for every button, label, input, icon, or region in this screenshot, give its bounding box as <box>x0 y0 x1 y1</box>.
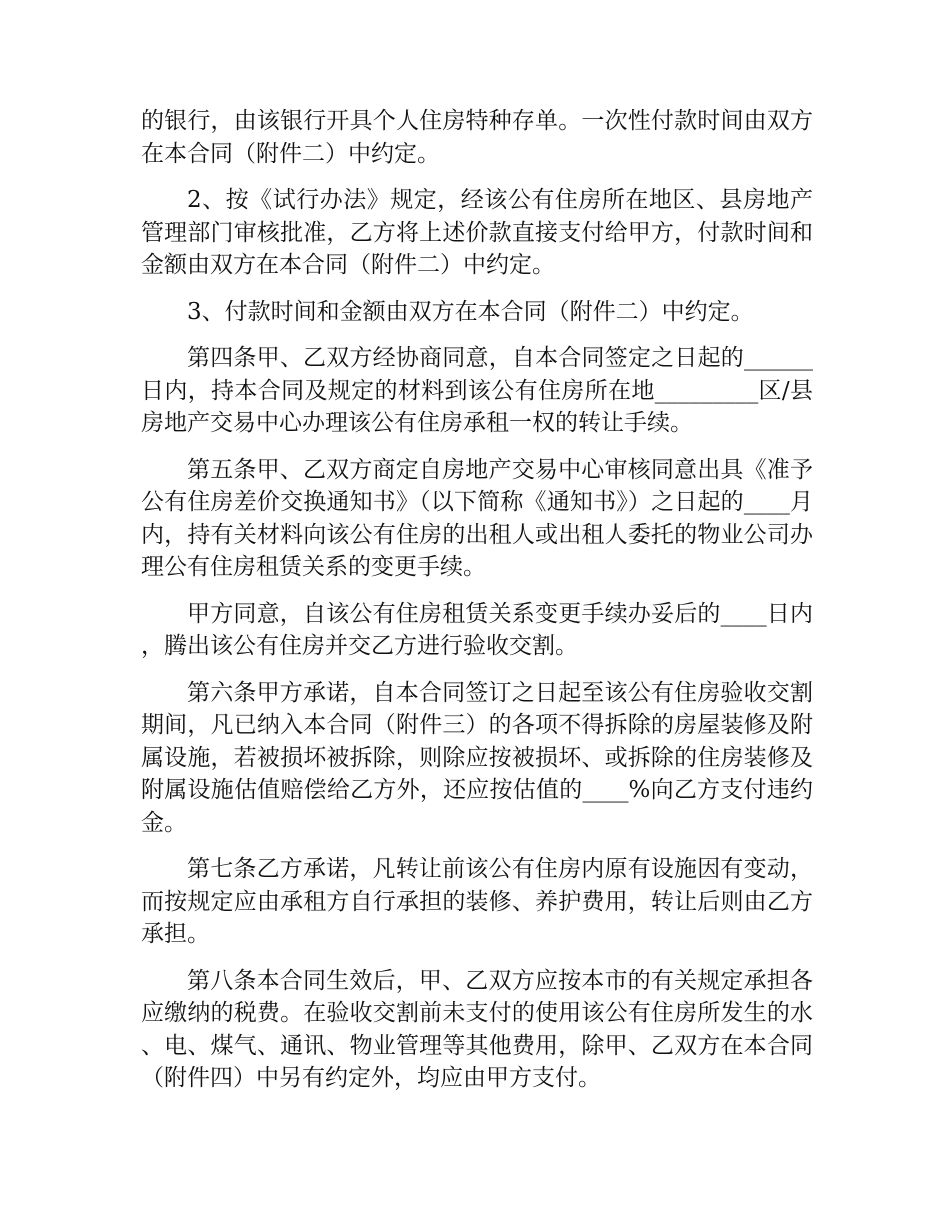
paragraph-item-2: 2、按《试行办法》规定，经该公有住房所在地区、县房地产管理部门审核批准，乙方将上述价款直接支付给甲方，付款时间和金额由双方在本合同（附件二）中约定。 <box>141 187 813 278</box>
paragraph-item-3: 3、付款时间和金额由双方在本合同（附件二）中约定。 <box>187 298 754 325</box>
paragraph-article-8: 第八条本合同生效后，甲、乙双方应按本市的有关规定承担各应缴纳的税费。在验收交割前未支付的使用该公有住房所发生的水、电、煤气、通讯、物业管理等其他费用，除甲、乙双方在本合同（附件四）中另有约定外，均应由甲方支付。 <box>141 967 813 1091</box>
paragraph-party-a-agreement: 甲方同意，自该公有住房租赁关系变更手续办妥后的____日内，腾出该公有住房并交乙方进行验收交割。 <box>141 600 813 659</box>
paragraph-article-7: 第七条乙方承诺，凡转让前该公有住房内原有设施因有变动，而按规定应由承租方自行承担的装修、养护费用，转让后则由乙方承担。 <box>141 856 813 947</box>
document-page <box>141 105 813 1109</box>
paragraph-article-6: 第六条甲方承诺，自本合同签订之日起至该公有住房验收交割期间，凡已纳入本合同（附件三）的各项不得拆除的房屋装修及附属设施，若被损坏被拆除，则除应按被损坏、或拆除的住房装修及附属设施估值赔偿给乙方外，还应按估值的____%向乙方支付违约金。 <box>141 679 813 836</box>
paragraph-article-4: 第四条甲、乙双方经协商同意，自本合同签定之日起的______日内，持本合同及规定的材料到该公有住房所在地_________区/县房地产交易中心办理该公有住房承租一权的转让手续。 <box>141 345 813 436</box>
paragraph-article-5: 第五条甲、乙双方商定自房地产交易中心审核同意出具《准予公有住房差价交换通知书》（以下简称《通知书》）之日起的____月内，持有关材料向该公有住房的出租人或出租人委托的物业公司办理公有住房租赁关系的变更手续。 <box>141 456 813 580</box>
paragraph-continuation: 的银行，由该银行开具个人住房特种存单。一次性付款时间由双方在本合同（附件二）中约定。 <box>141 108 813 167</box>
